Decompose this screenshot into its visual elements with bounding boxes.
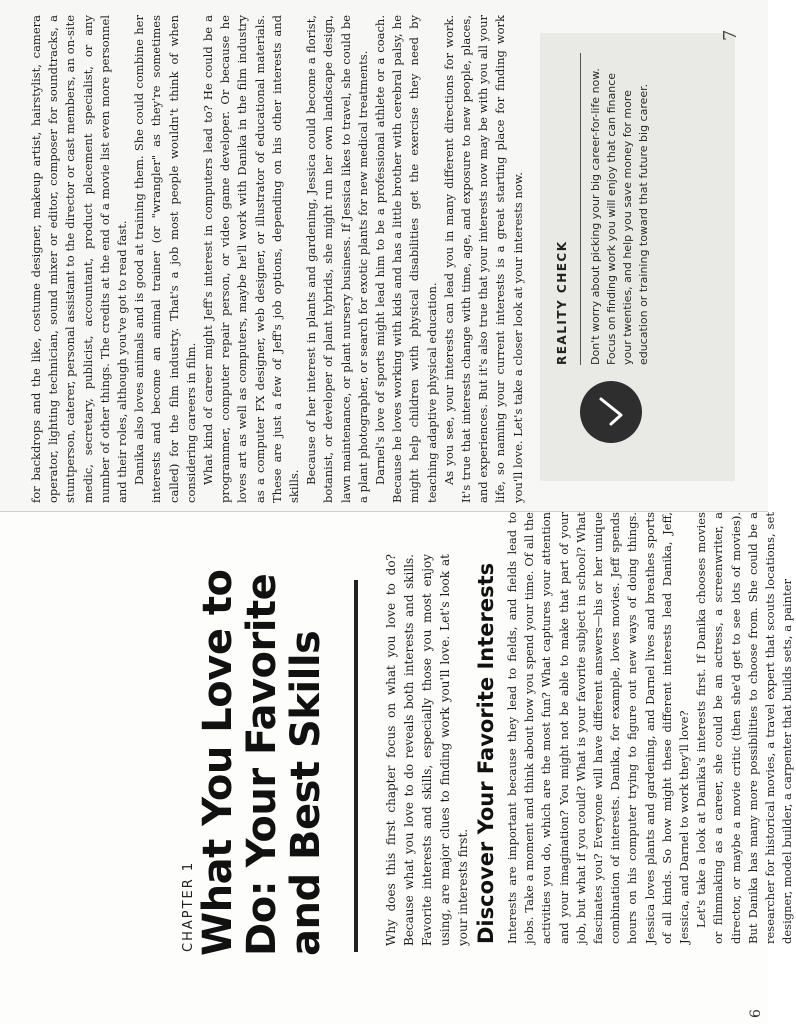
page-number: 7: [720, 29, 741, 41]
body-paragraph: As you see, your interests can lead you in many different directions for work. It's true that interests change with time, age, and exposure to new people, places, and experiences. But it's also true that your interests now may be with you all your life, so naming your current interests is a great starting place for finding work you'll love. Let's take a closer look at your interests now.: [441, 15, 525, 503]
reality-check-box: [540, 33, 735, 481]
reality-check-divider: [580, 53, 581, 365]
section-heading: Discover Your Favorite Interests: [474, 562, 498, 944]
body-paragraph: Let's take a look at Danika's interests first. If Danika chooses movies or filmmaking as a career, she could be an actress, a screenwriter, a director, or maybe a movie critic (then she'd get to see lots of movies). But Danika has many more possibilities to choose from. She could be a researcher for historical movies, a travel expert that scouts locations, set designer, model builder, a carpenter that builds sets, a painter: [694, 512, 795, 944]
body-paragraph: for backdrops and the like, costume designer, makeup artist, hairstylist, camera operator, lighting technician, sound mixer or editor, composer for soundtracks, a stuntperson, caterer, personal assistant to the director or cast members, an on-site medic, secretary, publicist, accountant, product placement specialist, or any number of other things. The credits at the end of a movie list even more personnel and their roles, although you've got to read fast.: [29, 15, 130, 503]
right-page: [0, 0, 768, 512]
left-page: [0, 512, 795, 1024]
chapter-title: What You Love to Do: Your Favorite and Best Skills: [195, 569, 329, 956]
reality-check-heading: REALITY CHECK: [555, 240, 569, 365]
intro-paragraph: Why does this first chapter focus on what you love to do? Because what you love to do reveals both interests and skills. Favorite interests and skills, especially those you most enjoy using, are major clues to finding work you'll love. Let's look at your interests first.: [384, 554, 470, 946]
body-paragraph: Darnel's love of sports might lead him to be a professional athlete or a coach. Because he loves working with kids and has a little brother with cerebral palsy, he might help children with physical disabilities get the exercise they need by teaching adaptive physical education.: [373, 15, 439, 503]
body-paragraph: Interests are important because they lead to fields, and fields lead to jobs. Take a moment and think about how you spend your time. Of all the activities you do, which are the most fun? What captures your attention and your imagination? You might not be able to make that part of your job, but what if you could? What is your favorite subject in school? What fascinates you? Everyone will have different answers—his or her unique combination of interests. Danika, for example, loves movies. Jeff spends hours on his computer trying to figure out new ways of doing things. Jessica loves plants and gardening, and Darnel lives and breathes sports of all kinds. So how might these different interests lead Danika, Jeff, Jessica, and Darnel to work they'll love?: [505, 512, 692, 944]
title-divider: [354, 580, 358, 952]
chapter-label: CHAPTER 1: [181, 860, 196, 952]
reality-check-text: Don't worry about picking your big career-for-life now. Focus on finding work you will enjoy that can finance your twenties, and help you save money for more education or training toward that future big career.: [589, 68, 650, 365]
body-paragraph: What kind of career might Jeff's interest in computers lead to? He could be a programmer, computer repair person, or video game developer. Or because he loves art as well as computers, maybe he'll work with Danika in the film industry as a computer FX designer, web designer, or illustrator of educational materials. These are just a few of Jeff's job options, depending on his other interests and skills.: [201, 15, 302, 503]
right-body-text: [28, 15, 527, 503]
checkmark-glyph: [580, 381, 642, 443]
body-paragraph: Danika also loves animals and is good at training them. She could combine her interests and become an animal trainer (or "wrangler" as they're sometimes called) for the film industry. That's a job most people wouldn't think of when considering careers in film.: [132, 15, 198, 503]
checkmark-icon: [580, 381, 642, 443]
page-number: 6: [748, 1009, 764, 1018]
left-body-text: [504, 512, 796, 944]
body-paragraph: Because of her interest in plants and gardening, Jessica could become a florist, botanist, or developer of plant hybrids, she might run her own landscape design, lawn maintenance, or plant nursery business. If Jessica likes to travel, she could be a plant photographer, or search for exotic plants for new medical treatments.: [304, 15, 370, 503]
